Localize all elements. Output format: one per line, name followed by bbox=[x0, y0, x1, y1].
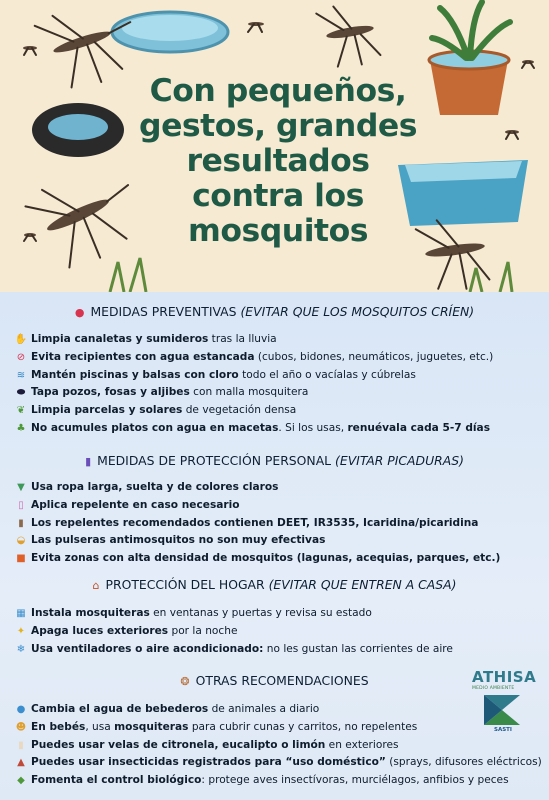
item-bold: Cambia el agua de bebederos bbox=[31, 703, 209, 715]
athisa-logo bbox=[472, 668, 542, 742]
list-item bbox=[14, 772, 534, 790]
item-text: : protege aves insectívoras, murciélagos, anfibios y peces bbox=[201, 774, 509, 787]
candle-icon: ▮ bbox=[18, 739, 24, 751]
spray-icon: ▯ bbox=[18, 499, 24, 511]
item-bold: Apaga luces exteriores bbox=[31, 624, 169, 637]
item-bold: Instala mosquiteras bbox=[31, 607, 150, 619]
prohibited-icon: ⊘ bbox=[16, 351, 26, 363]
item-text: con malla mosquitera bbox=[189, 386, 309, 399]
list-item bbox=[14, 623, 534, 641]
item-text: tras la lluvia bbox=[208, 333, 277, 345]
gloves-icon: ✋ bbox=[14, 334, 28, 345]
item-bold: Usa ropa larga, suelta y de colores claros bbox=[31, 481, 279, 493]
list-item bbox=[14, 331, 534, 349]
bulb-icon: ✦ bbox=[16, 625, 26, 637]
item-text: (cubos, bidones, neumáticos, juguetes, etc.) bbox=[254, 350, 494, 363]
snowflake-icon: ❄ bbox=[16, 643, 26, 655]
item-bold: Puedes usar insecticidas registrados para “uso doméstico” bbox=[31, 756, 386, 769]
section-title-hogar bbox=[0, 577, 549, 592]
item-bold: renuévala cada 5-7 días bbox=[347, 421, 490, 434]
list-item bbox=[14, 349, 534, 367]
shirt-icon: ▼ bbox=[17, 482, 25, 493]
frog-icon: ◆ bbox=[17, 775, 25, 787]
list-item bbox=[14, 479, 534, 497]
list-item bbox=[14, 420, 534, 438]
list-hogar bbox=[14, 605, 534, 658]
list-preventivas bbox=[14, 331, 534, 438]
section-heading: MEDIDAS DE PROTECCIÓN PERSONAL bbox=[97, 453, 332, 468]
list-item bbox=[14, 384, 534, 402]
item-text: para cubrir cunas y carritos, no repelentes bbox=[188, 720, 418, 733]
window-icon: ▦ bbox=[16, 608, 26, 619]
item-text: (sprays, difusores eléctricos) bbox=[385, 756, 542, 769]
section-subtitle: (EVITAR QUE LOS MOSQUITOS CRÍEN) bbox=[240, 304, 475, 319]
hero-illustration bbox=[0, 0, 549, 292]
list-item bbox=[14, 550, 534, 568]
list-item bbox=[14, 737, 534, 755]
title-line: resultados bbox=[186, 143, 370, 179]
list-otras bbox=[14, 701, 542, 790]
sunset-icon: ■ bbox=[16, 553, 26, 565]
list-item bbox=[14, 701, 534, 719]
list-item bbox=[14, 402, 534, 420]
house-icon: ⌂ bbox=[92, 579, 100, 592]
item-text: de animales a diario bbox=[208, 703, 320, 715]
item-bold: Las pulseras antimosquitos no son muy efectivas bbox=[31, 534, 326, 547]
leaf-icon: ❦ bbox=[16, 405, 26, 417]
section-subtitle: (EVITAR QUE ENTREN A CASA) bbox=[268, 577, 457, 592]
logo-name: ATHISA bbox=[472, 668, 537, 686]
item-bold: Limpia canaletas y sumideros bbox=[31, 333, 209, 345]
list-item bbox=[14, 367, 534, 385]
list-item bbox=[14, 532, 534, 550]
logo-tagline: MEDIO AMBIENTE bbox=[472, 686, 515, 691]
item-text: por la noche bbox=[168, 624, 238, 637]
item-bold: Limpia parcelas y solares bbox=[31, 404, 183, 417]
item-text: . Si los usas, bbox=[278, 421, 348, 434]
list-item bbox=[14, 605, 534, 623]
item-bold: No acumules platos con agua en macetas bbox=[31, 421, 279, 434]
item-text: , usa bbox=[85, 720, 115, 733]
section-heading: OTRAS RECOMENDACIONES bbox=[195, 673, 369, 688]
droplet-icon: ● bbox=[16, 704, 26, 715]
list-proteccion-personal bbox=[14, 479, 534, 568]
bottle-icon: ▮ bbox=[18, 517, 24, 529]
section-heading: PROTECCIÓN DEL HOGAR bbox=[105, 577, 265, 592]
poster-title bbox=[118, 74, 438, 249]
list-item bbox=[14, 641, 534, 659]
item-bold: Tapa pozos, fosas y aljibes bbox=[31, 386, 190, 399]
list-item bbox=[14, 515, 534, 533]
section-title-proteccion-personal bbox=[0, 453, 549, 468]
item-bold: Aplica repelente en caso necesario bbox=[31, 498, 240, 511]
pool-icon: ≋ bbox=[16, 369, 26, 381]
dog-icon: ❂ bbox=[180, 675, 190, 688]
item-bold: Los repelentes recomendados contienen DEET, IR3535, Icaridina/picaridina bbox=[31, 516, 479, 529]
section-heading: MEDIDAS PREVENTIVAS bbox=[90, 304, 237, 319]
aerosol-icon: ▲ bbox=[17, 757, 25, 769]
item-text: en ventanas y puertas y revisa su estado bbox=[149, 607, 372, 619]
item-text: de vegetación densa bbox=[182, 404, 297, 417]
red-circle-icon: ● bbox=[74, 306, 85, 319]
item-bold: mosquiteras bbox=[114, 720, 189, 733]
item-bold: Evita recipientes con agua estancada bbox=[31, 350, 255, 363]
section-subtitle: (EVITAR PICADURAS) bbox=[335, 453, 464, 468]
cover-icon: ⬬ bbox=[16, 387, 26, 399]
logo-mark-icon bbox=[482, 693, 522, 727]
baby-icon: ☻ bbox=[15, 721, 27, 733]
plant-icon: ♣ bbox=[16, 422, 26, 434]
list-item bbox=[14, 497, 534, 515]
item-bold: En bebés bbox=[31, 720, 86, 733]
logo-partner: SASTI bbox=[494, 727, 512, 733]
item-text: todo el año o vacíalas y cúbrelas bbox=[238, 368, 416, 381]
item-text: en exteriores bbox=[325, 738, 399, 751]
title-line: Con pequeños, bbox=[149, 73, 407, 109]
list-item bbox=[14, 754, 542, 772]
title-line: gestos, grandes bbox=[139, 108, 417, 144]
item-bold: Mantén piscinas y balsas con cloro bbox=[31, 368, 239, 381]
bracelet-icon: ◒ bbox=[16, 535, 26, 547]
item-bold: Fomenta el control biológico bbox=[31, 774, 202, 787]
section-title-otras bbox=[0, 673, 549, 688]
item-text: no les gustan las corrientes de aire bbox=[263, 642, 453, 655]
person-icon: ▮ bbox=[85, 455, 92, 468]
section-title-preventivas bbox=[0, 304, 549, 319]
title-line: mosquitos bbox=[188, 213, 368, 249]
item-bold: Puedes usar velas de citronela, eucalipto o limón bbox=[31, 738, 326, 751]
list-item bbox=[14, 719, 534, 737]
item-bold: Usa ventiladores o aire acondicionado: bbox=[31, 642, 264, 655]
item-bold: Evita zonas con alta densidad de mosquitos (lagunas, acequias, parques, etc.) bbox=[31, 552, 501, 565]
title-line: contra los bbox=[192, 178, 364, 214]
